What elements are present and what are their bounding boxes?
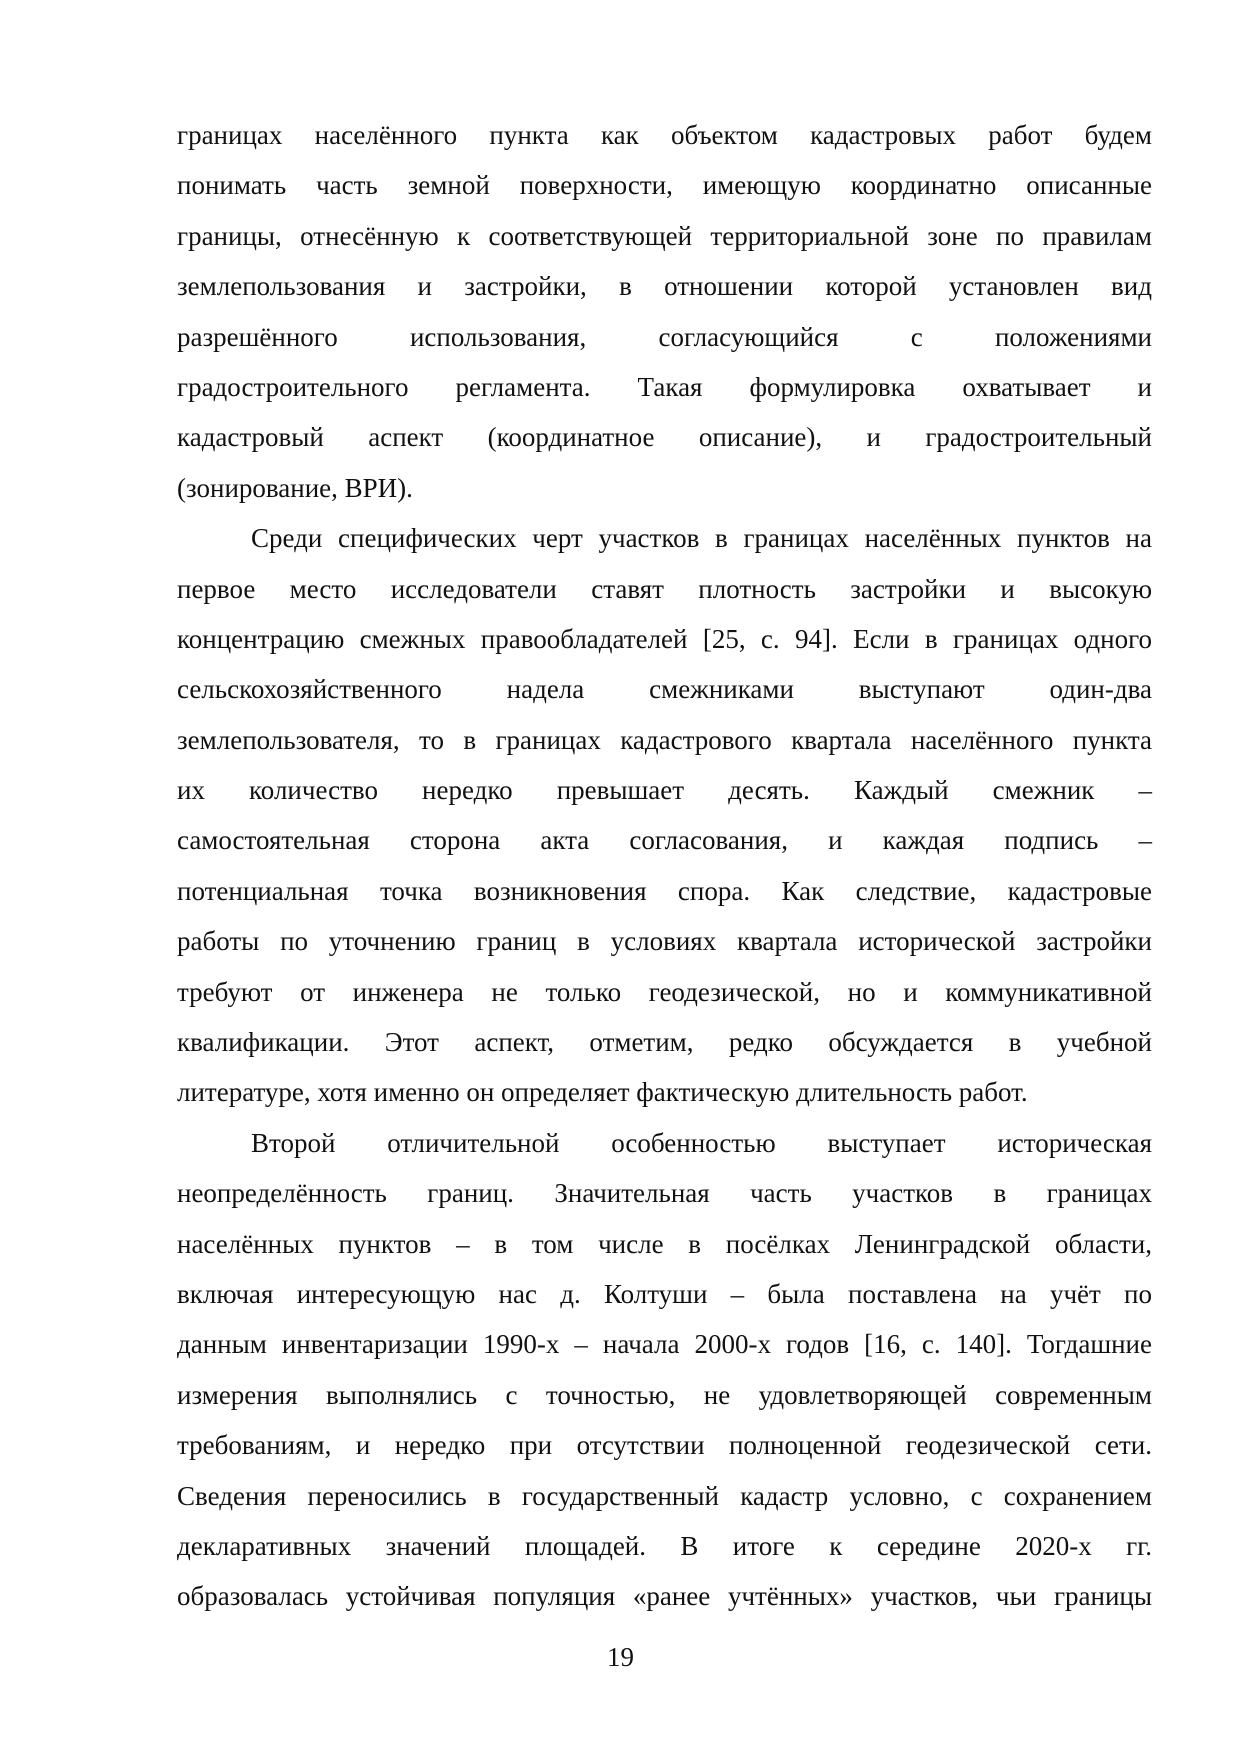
text-line: землепользования и застройки, в отношении которой установлен вид	[177, 271, 1152, 302]
text-line: землепользователя, то в границах кадастрового квартала населённого пункта	[177, 724, 1152, 755]
text-line: требуют от инженера не только геодезической, но и коммуникативной	[177, 976, 1152, 1007]
text-line: литературе, хотя именно он определяет фактическую длительность работ.	[177, 1077, 1028, 1108]
body-text	[177, 110, 1152, 1622]
text-line: кадастровый аспект (координатное описание), и градостроительный	[177, 422, 1152, 453]
text-line: работы по уточнению границ в условиях квартала исторической застройки	[177, 926, 1152, 957]
text-line: границы, отнесённую к соответствующей территориальной зоне по правилам	[177, 220, 1152, 251]
text-line: их количество нередко превышает десять. Каждый смежник –	[177, 775, 1152, 806]
text-line: концентрацию смежных правообладателей [25, с. 94]. Если в границах одного	[177, 623, 1152, 654]
text-line: квалификации. Этот аспект, отметим, редко обсуждается в учебной	[177, 1027, 1152, 1058]
text-line: потенциальная точка возникновения спора. Как следствие, кадастровые	[177, 875, 1152, 906]
text-line: населённых пунктов – в том числе в посёлках Ленинградской области,	[177, 1228, 1152, 1259]
text-line: градостроительного регламента. Такая формулировка охватывает и	[177, 371, 1152, 402]
text-line: сельскохозяйственного надела смежниками выступают один-два	[177, 674, 1152, 705]
paragraph	[177, 1118, 1152, 1622]
text-line: Среди специфических черт участков в границах населённых пунктов на	[251, 523, 1152, 554]
text-line: образовалась устойчивая популяция «ранее учтённых» участков, чьи границы	[177, 1581, 1152, 1612]
text-line: (зонирование, ВРИ).	[177, 472, 413, 503]
text-line: самостоятельная сторона акта согласования, и каждая подпись –	[177, 825, 1152, 856]
paragraph	[177, 513, 1152, 1118]
text-line: границах населённого пункта как объектом кадастровых работ будем	[177, 120, 1152, 150]
text-line: Второй отличительной особенностью выступает историческая	[251, 1127, 1152, 1158]
text-line: первое место исследователи ставят плотность застройки и высокую	[177, 573, 1152, 604]
text-line: понимать часть земной поверхности, имеющую координатно описанные	[177, 170, 1152, 201]
text-line: неопределённость границ. Значительная часть участков в границах	[177, 1178, 1152, 1209]
page-number: 19	[607, 1642, 634, 1672]
text-line: разрешённого использования, согласующийся с положениями	[177, 321, 1152, 352]
text-line: включая интересующую нас д. Колтуши – была поставлена на учёт по	[177, 1278, 1152, 1309]
text-line: Сведения переносились в государственный кадастр условно, с сохранением	[177, 1480, 1152, 1511]
text-line: декларативных значений площадей. В итоге к середине 2020-х гг.	[177, 1530, 1152, 1561]
paragraph	[177, 110, 1152, 513]
text-line: требованиям, и нередко при отсутствии полноценной геодезической сети.	[177, 1430, 1152, 1461]
text-line: измерения выполнялись с точностью, не удовлетворяющей современным	[177, 1379, 1152, 1410]
text-line: данным инвентаризации 1990-х – начала 2000-х годов [16, с. 140]. Тогдашние	[177, 1329, 1152, 1360]
